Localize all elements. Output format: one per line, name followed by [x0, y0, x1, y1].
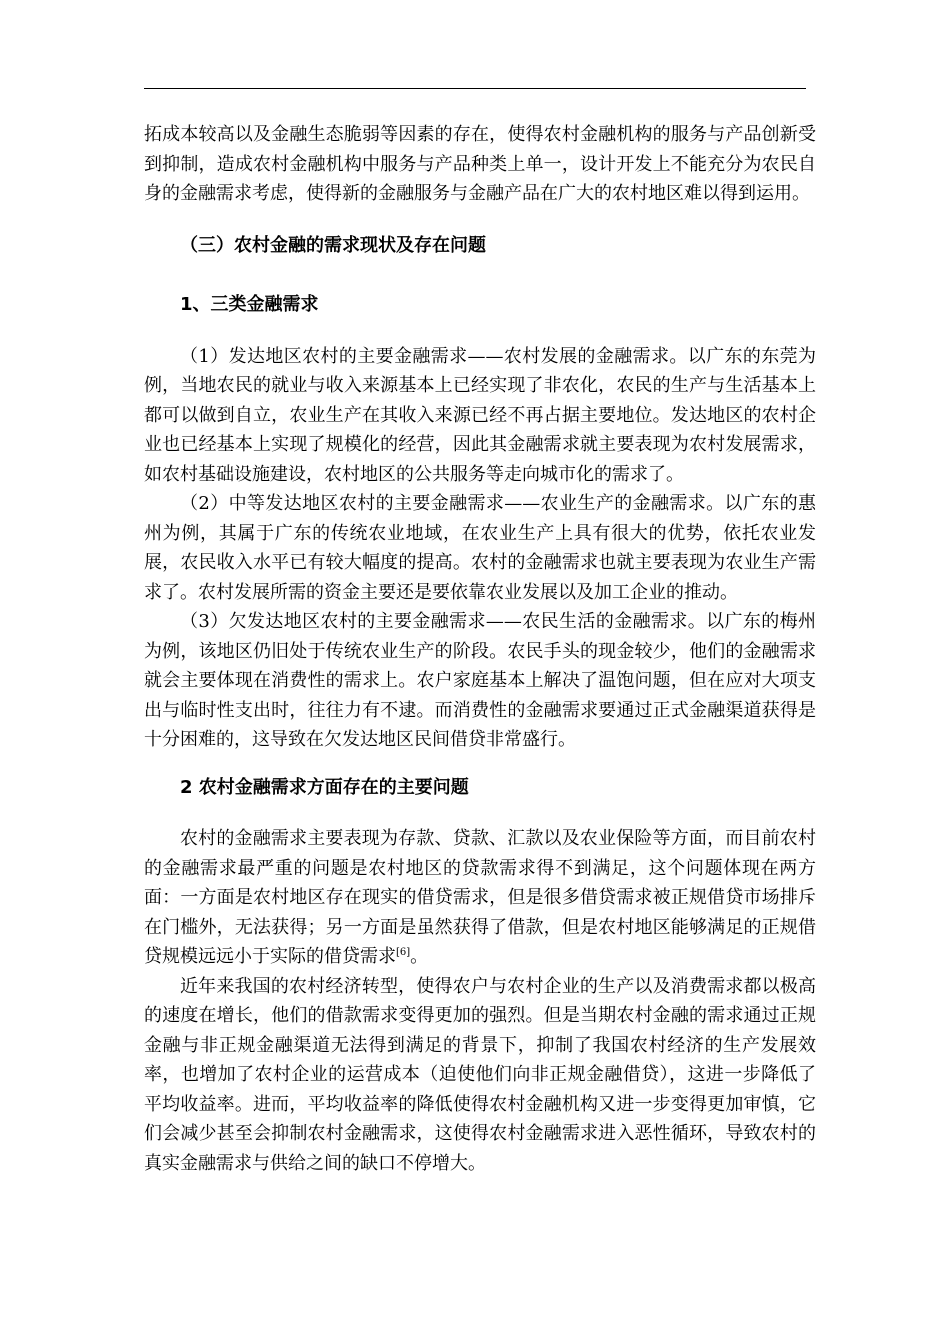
demand-paragraph-developed: （1）发达地区农村的主要金融需求——农村发展的金融需求。以广东的东莞为例，当地农民的就业与收入来源基本上已经实现了非农化，农民的生产与生活基本上都可以做到自立，农业生产在其收入来源已经不再占据主要地位。发达地区的农村企业也已经基本上实现了规模化的经营，因此其金融需求就主要表现为农村发展需求，如农村基础设施建设，农村地区的公共服务等走向城市化的需求了。 — [144, 345, 816, 485]
section-heading: （三）农村金融的需求现状及存在问题 — [180, 234, 486, 256]
demand-paragraph-underdeveloped: （3）欠发达地区农村的主要金融需求——农民生活的金融需求。以广东的梅州为例，该地区仍旧处于传统农业生产的阶段。农民手头的现金较少，他们的金融需求就会主要体现在消费性的需求上。农户家庭基本上解决了温饱问题，但在应对大项支出与临时性支出时，往往力有不逮。而消费性的金融需求要通过正式金融渠道获得是十分困难的，这导致在欠发达地区民间借贷非常盛行。 — [144, 611, 816, 750]
problem-paragraph-loans-end: 。 — [410, 946, 429, 967]
header-rule — [144, 88, 806, 89]
demand-paragraph-mid-developed: （2）中等发达地区农村的主要金融需求——农业生产的金融需求。以广东的惠州为例，其属于广东的传统农业地域，在农业生产上具有很大的优势，依托农业发展，农民收入水平已有较大幅度的提高。农村的金融需求也就主要表现为农业生产需求了。农村发展所需的资金主要还是要依靠农业发展以及加工企业的推动。 — [144, 493, 816, 603]
intro-paragraph: 拓成本较高以及金融生态脆弱等因素的存在，使得农村金融机构的服务与产品创新受到抑制，造成农村金融机构中服务与产品种类上单一，设计开发上不能充分为农民自身的金融需求考虑，使得新的金融服务与金融产品在广大的农村地区难以得到运用。 — [144, 124, 816, 204]
subheading-main-problems: 2 农村金融需求方面存在的主要问题 — [180, 776, 469, 798]
subheading-three-demands: 1、三类金融需求 — [180, 294, 319, 315]
problem-paragraph-loans — [144, 824, 816, 972]
problem-paragraph-cycle: 近年来我国的农村经济转型，使得农户与农村企业的生产以及消费需求都以极高的速度在增长，他们的借款需求变得更加的强烈。但是当期农村金融的需求通过正规金融与非正规金融渠道无法得到满足的背景下，抑制了我国农村经济的生产发展效率，也增加了农村企业的运营成本（迫使他们向非正规金融借贷），这进一步降低了平均收益率。进而，平均收益率的降低使得农村金融机构又进一步变得更加审慎，它们会减少甚至会抑制农村金融需求，这使得农村金融需求进入恶性循环，导致农村的真实金融需求与供给之间的缺口不停增大。 — [144, 975, 816, 1174]
document-body — [144, 120, 816, 1178]
citation-marker: [6] — [396, 947, 411, 958]
problem-paragraph-loans-text: 农村的金融需求主要表现为存款、贷款、汇款以及农业保险等方面，而目前农村的金融需求最严重的问题是农村地区的贷款需求得不到满足，这个问题体现在两方面：一方面是农村地区存在现实的借贷需求，但是很多借贷需求被正规借贷市场排斥在门槛外，无法获得；另一方面是虽然获得了借款，但是农村地区能够满足的正规借贷规模远远小于实际的借贷需求 — [144, 828, 816, 967]
